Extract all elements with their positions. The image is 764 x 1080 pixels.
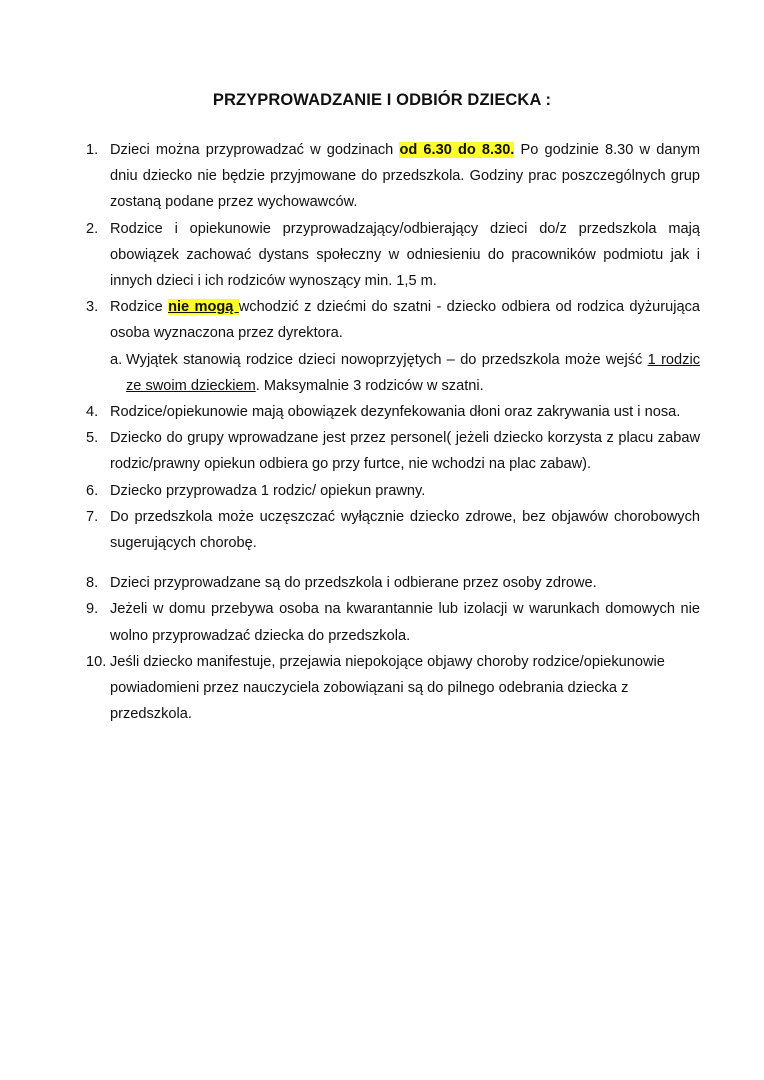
item-text: Do przedszkola może uczęszczać wyłącznie dziecko zdrowe, bez objawów chorobowych sugerujących chorobę. — [110, 508, 700, 552]
item-text: Dziecko do grupy wprowadzane jest przez personel( jeżeli dziecko korzysta z placu zabaw rodzic/prawny opiekun odbiera go przy furtce, nie wchodzi na plac zabaw). — [110, 430, 700, 473]
item-number: 3. — [86, 299, 99, 316]
item-number: 6. — [86, 482, 99, 499]
sub-item-text: Wyjątek stanowią rodzice dzieci nowoprzyjętych – do przedszkola może wejść — [126, 351, 648, 368]
item-text: Dziecko przyprowadza 1 rodzic/ opiekun prawny. — [110, 482, 426, 499]
item-number: 1. — [86, 142, 99, 158]
list-item-2 — [86, 216, 700, 295]
item-text: Dzieci przyprowadzane są do przedszkola i odbierane przez osoby zdrowe. — [110, 575, 597, 592]
item-text: Jeśli dziecko manifestuje, przejawia niepokojące objawy choroby rodzice/opiekunowie powiadomieni przez nauczyciela zobowiązani są do pilnego odebrania dziecka z przedszkola. — [110, 653, 665, 723]
underlined-text: 1 rodzic ze swoim dzieckiem — [126, 351, 700, 394]
item-text: Rodzice i opiekunowie przyprowadzający/odbierający dzieci do/z przedszkola mają obowiązek zachować dystans społeczny w odniesieniu do pracowników podmiotu jak i innych dzieci i ich rodziców wynoszący min. 1,5 m. — [110, 220, 700, 290]
item-text: Po godzinie 8.30 w danym dniu dziecko nie będzie przyjmowane do przedszkola. Godziny prac poszczególnych grup zostaną podane przez wychowawców. — [110, 142, 701, 211]
list-item-1 — [86, 137, 700, 216]
list-item-3 — [86, 294, 700, 399]
item-text: Jeżeli w domu przebywa osoba na kwarantannie lub izolacji w warunkach domowych nie wolno przyprowadzać dziecka do przedszkola. — [110, 601, 700, 644]
list-item-8 — [86, 570, 700, 596]
item-number: 8. — [86, 575, 99, 592]
highlighted-prohibition: nie mogą — [168, 299, 239, 316]
sub-item-a — [110, 347, 700, 399]
item-number: 2. — [86, 220, 99, 237]
list-item-10 — [86, 649, 700, 728]
item-text: Dzieci można przyprowadzać w godzinach — [110, 142, 400, 158]
list-item-7 — [86, 504, 700, 556]
item-number: 7. — [86, 508, 99, 525]
spacer — [86, 556, 700, 570]
item-number: 10. — [86, 653, 107, 670]
list-item-6 — [86, 478, 700, 504]
highlighted-hours: od 6.30 do 8.30. — [399, 142, 515, 158]
item-number: 5. — [86, 430, 99, 447]
sub-item-text: . Maksymalnie 3 rodziców w szatni. — [255, 377, 484, 394]
item-text: Rodzice — [110, 299, 169, 316]
rules-list — [86, 137, 700, 727]
item-text: wchodzić z dziećmi do szatni - dziecko odbiera od rodzica dyżurująca osoba wyznaczona przez dyrektora. — [110, 299, 701, 342]
document-title: PRZYPROWADZANIE I ODBIÓR DZIECKA : — [212, 91, 552, 109]
sub-item-letter: a. — [110, 351, 123, 368]
item-text: Rodzice/opiekunowie mają obowiązek dezynfekowania dłoni oraz zakrywania ust i nosa. — [110, 404, 681, 421]
list-item-9 — [86, 596, 700, 648]
list-item-5 — [86, 425, 700, 477]
item-number: 4. — [86, 404, 99, 421]
list-item-4 — [86, 399, 700, 425]
item-number: 9. — [86, 601, 99, 618]
